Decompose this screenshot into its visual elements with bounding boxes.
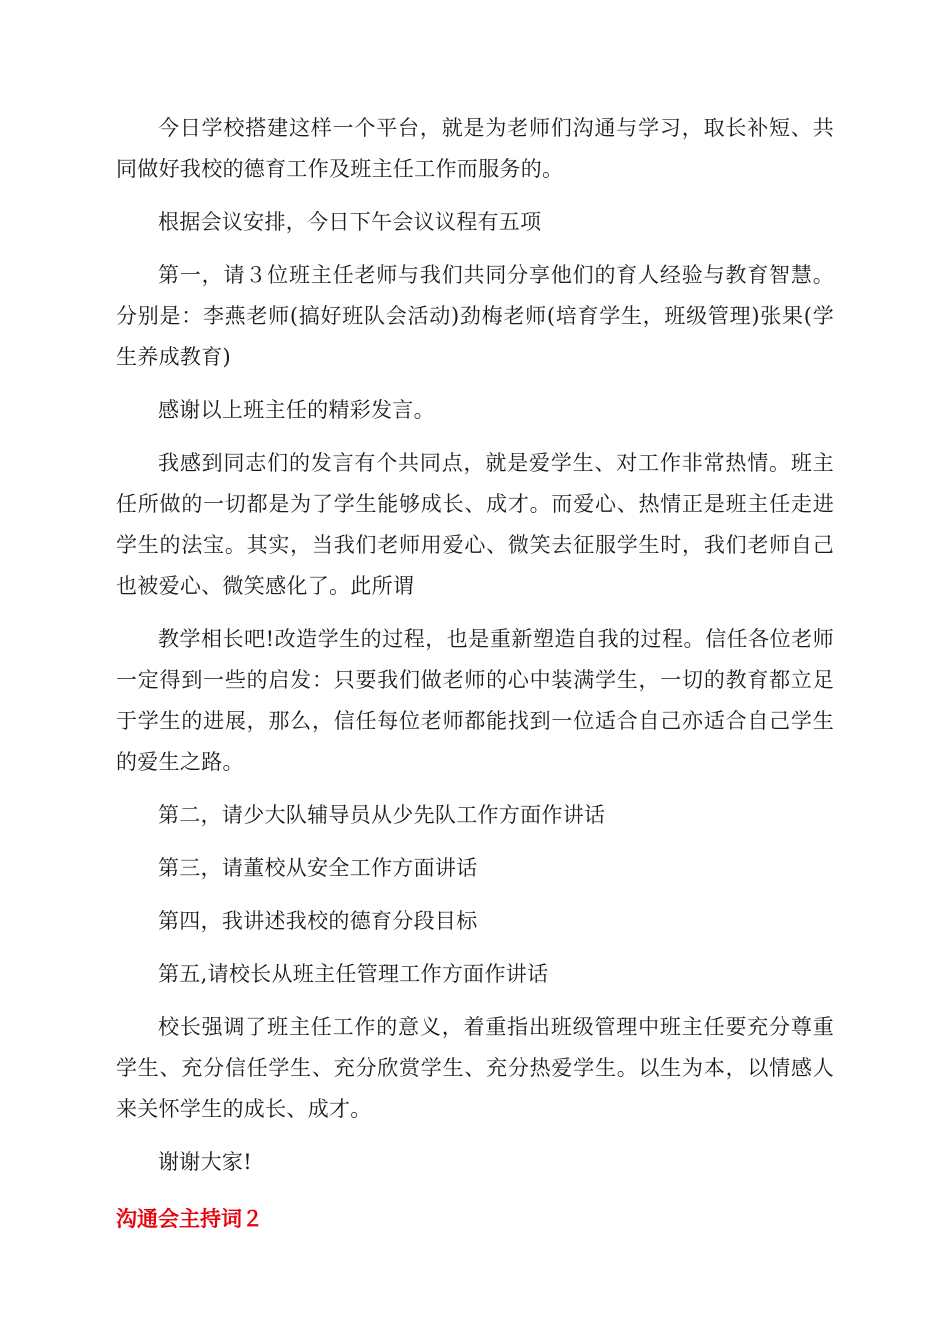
- paragraph-agenda-item-1: 第一，请３位班主任老师与我们共同分享他们的育人经验与教育智慧。分别是：李燕老师(搞好班队会活动)劲梅老师(培育学生，班级管理)张果(学生养成教育): [116, 263, 834, 369]
- paragraph-agenda-item-3: 第三，请董校从安全工作方面讲话: [158, 856, 478, 880]
- paragraph-agenda-item-5: 第五,请校长从班主任管理工作方面作讲话: [158, 962, 549, 986]
- document-body: [116, 108, 834, 1240]
- paragraph-reflection: 我感到同志们的发言有个共同点，就是爱学生、对工作非常热情。班主任所做的一切都是为了学生能够成长、成才。而爱心、热情正是班主任走进学生的法宝。其实，当我们老师用爱心、微笑去征服学生时，我们老师自己也被爱心、微笑感化了。此所谓: [116, 451, 834, 598]
- section-heading: 沟通会主持词２: [116, 1207, 263, 1231]
- paragraph-agenda-intro: 根据会议安排，今日下午会议议程有五项: [158, 210, 542, 234]
- paragraph-platform-intro: 今日学校搭建这样一个平台，就是为老师们沟通与学习，取长补短、共同做好我校的德育工作及班主任工作而服务的。: [116, 116, 834, 181]
- paragraph-thanks-speakers: 感谢以上班主任的精彩发言。: [158, 398, 435, 422]
- paragraph-principal-summary: 校长强调了班主任工作的意义，着重指出班级管理中班主任要充分尊重学生、充分信任学生、充分欣赏学生、充分热爱学生。以生为本，以情感人来关怀学生的成长、成才。: [116, 1015, 834, 1121]
- paragraph-agenda-item-2: 第二，请少大队辅导员从少先队工作方面作讲话: [158, 803, 606, 827]
- paragraph-closing-thanks: 谢谢大家!: [158, 1150, 252, 1174]
- paragraph-agenda-item-4: 第四，我讲述我校的德育分段目标: [158, 909, 478, 933]
- paragraph-teaching-growth: 教学相长吧!改造学生的过程，也是重新塑造自我的过程。信任各位老师一定得到一些的启发：只要我们做老师的心中装满学生，一切的教育都立足于学生的进展，那么，信任每位老师都能找到一位适合自己亦适合自己学生的爱生之路。: [116, 627, 834, 774]
